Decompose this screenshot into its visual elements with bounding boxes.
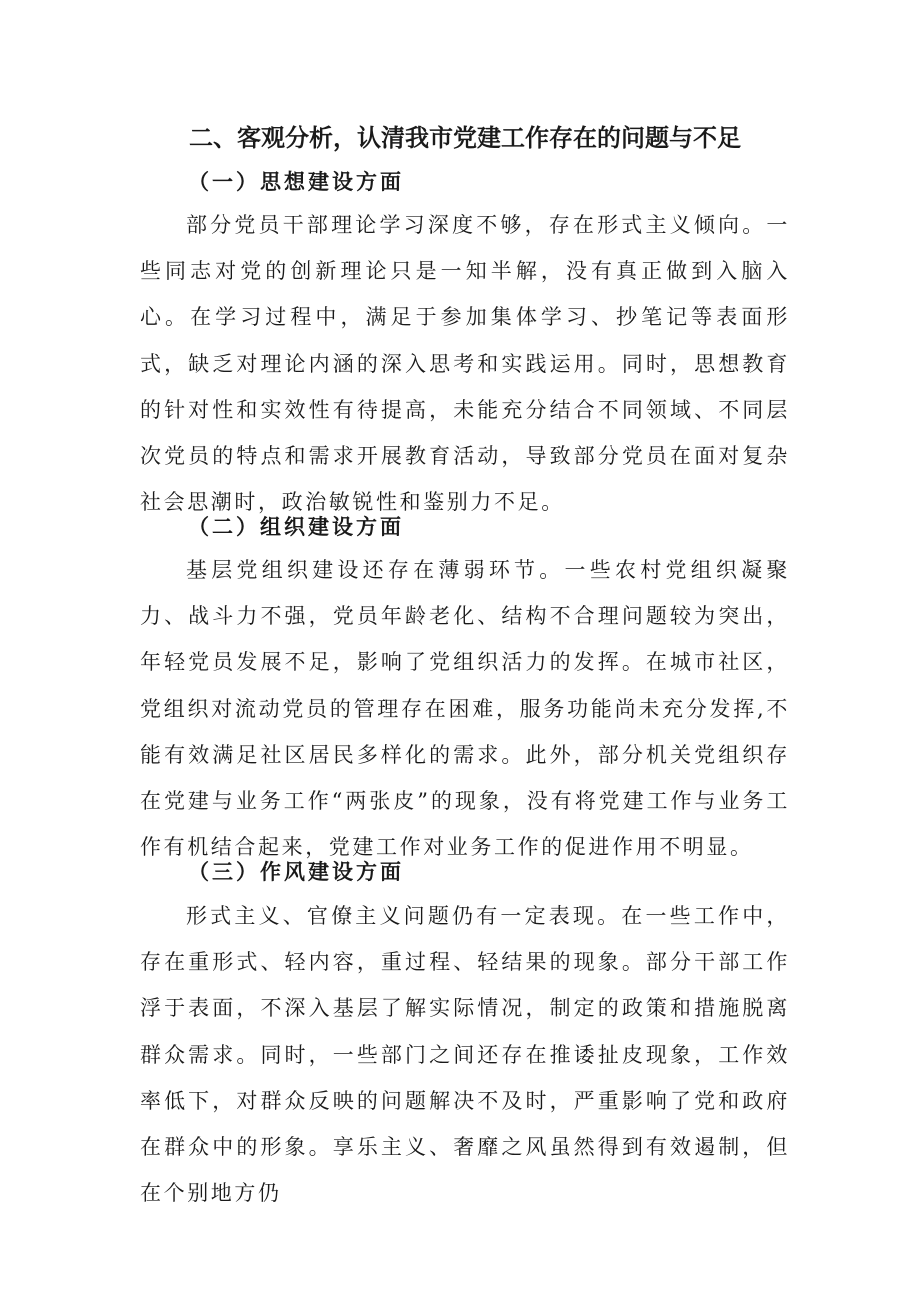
section-body-conduct: 形式主义、官僚主义问题仍有一定表现。在一些工作中，存在重形式、轻内容，重过程、轻结果的现象。部分干部工作浮于表面，不深入基层了解实际情况，制定的政策和措施脱离群众需求。同时，一些部门之间还存在推诿扯皮现象，工作效率低下，对群众反映的问题解决不及时，严重影响了党和政府在群众中的形象。享乐主义、奢靡之风虽然得到有效遏制，但在个别地方仍 — [140, 904, 790, 1206]
section-body-ideological: 部分党员干部理论学习深度不够，存在形式主义倾向。一些同志对党的创新理论只是一知半解，没有真正做到入脑入心。在学习过程中，满足于参加集体学习、抄笔记等表面形式，缺乏对理论内涵的深入思考和实践运用。同时，思想教育的针对性和实效性有待提高，未能充分结合不同领域、不同层次党员的特点和需求开展教育活动，导致部分党员在面对复杂社会思潮时，政治敏锐性和鉴别力不足。 — [140, 213, 790, 515]
section-heading-conduct: （三）作风建设方面 — [188, 859, 404, 884]
section-heading-ideological: （一）思想建设方面 — [188, 169, 404, 194]
section-heading-organizational: （二）组织建设方面 — [188, 514, 404, 539]
document-title: 二、客观分析，认清我市党建工作存在的问题与不足 — [189, 124, 741, 152]
section-body-organizational: 基层党组织建设还存在薄弱环节。一些农村党组织凝聚力、战斗力不强，党员年龄老化、结构不合理问题较为突出，年轻党员发展不足，影响了党组织活力的发挥。在城市社区，党组织对流动党员的管理存在困难，服务功能尚未充分发挥,不能有效满足社区居民多样化的需求。此外，部分机关党组织存在党建与业务工作“两张皮”的现象，没有将党建工作与业务工作有机结合起来，党建工作对业务工作的促进作用不明显。 — [140, 558, 790, 860]
